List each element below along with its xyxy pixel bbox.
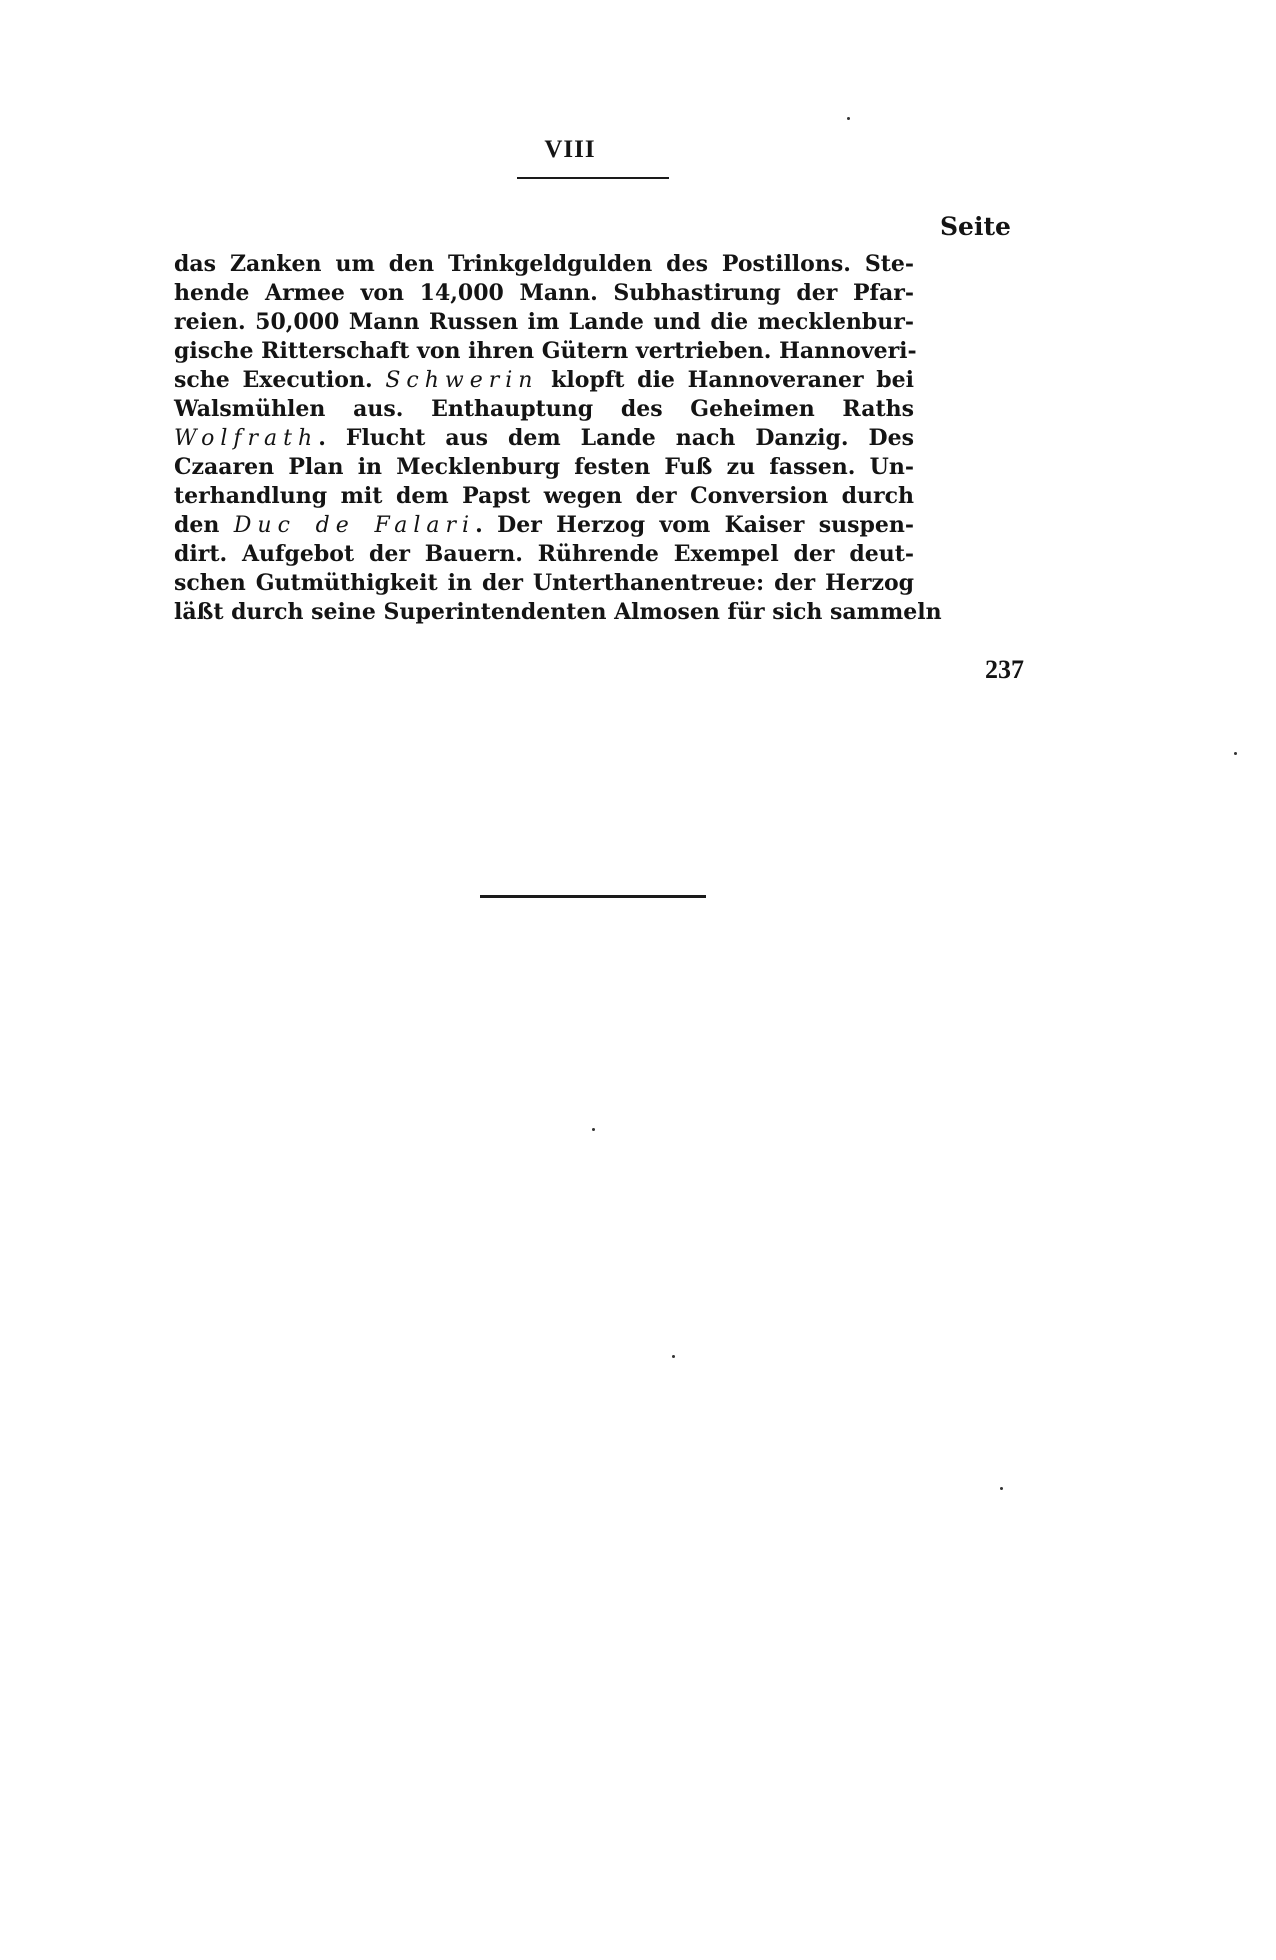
column-header-seite: Seite <box>940 212 1011 241</box>
toc-entry-line: schen Gutmüthigkeit in der Unterthanentreue: der Herzog <box>174 570 914 596</box>
end-rule <box>480 895 706 898</box>
toc-entry-line: gische Ritterschaft von ihren Gütern vertrieben. Hannoveri- <box>174 338 917 364</box>
toc-entry-line: das Zanken um den Trinkgeldgulden des Postillons. Ste- <box>174 251 914 277</box>
scan-speck <box>1234 752 1237 755</box>
scan-speck <box>847 117 850 120</box>
toc-entry-line: dirt. Aufgebot der Bauern. Rührende Exempel der deut- <box>174 541 914 567</box>
emphasized-name: Duc de Falari <box>233 513 476 538</box>
toc-entry-line: hende Armee von 14,000 Mann. Subhastirung der Pfar- <box>174 280 914 306</box>
toc-entry-line: Walsmühlen aus. Enthauptung des Geheimen Raths <box>174 396 914 422</box>
toc-entry-line: den Duc de Falari. Der Herzog vom Kaiser suspen- <box>174 512 914 538</box>
toc-entry-line: terhandlung mit dem Papst wegen der Conversion durch <box>174 483 914 509</box>
toc-entry-line: Czaaren Plan in Mecklenburg festen Fuß zu fassen. Un- <box>174 454 914 480</box>
toc-entry-line: reien. 50,000 Mann Russen im Lande und die mecklenbur- <box>174 309 914 335</box>
emphasized-name: Schwerin <box>385 368 539 393</box>
header-rule <box>517 177 669 179</box>
emphasized-name: Wolfrath <box>174 426 319 451</box>
toc-entry-line: sche Execution. Schwerin klopft die Hannoveraner bei <box>174 367 914 393</box>
toc-entry-line: Wolfrath. Flucht aus dem Lande nach Danzig. Des <box>174 425 914 451</box>
toc-entry <box>174 250 942 627</box>
scan-speck <box>1000 1487 1003 1490</box>
toc-entry-line: läßt durch seine Superintendenten Almosen für sich sammeln <box>174 599 942 625</box>
scan-speck <box>592 1128 595 1131</box>
page-number: VIII <box>544 136 596 163</box>
scan-speck <box>672 1355 675 1358</box>
toc-entry-page-number: 237 <box>985 655 1024 684</box>
